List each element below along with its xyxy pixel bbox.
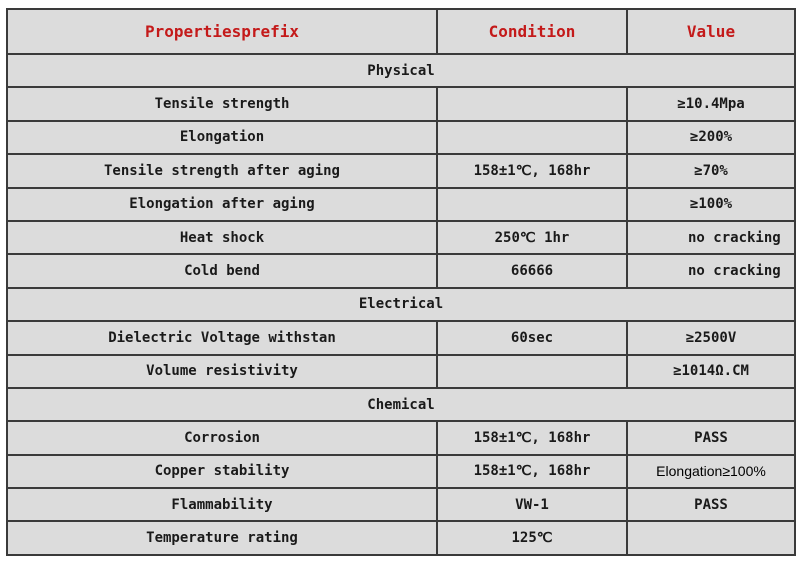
condition-cell: 158±1℃, 168hr (437, 421, 627, 454)
value-cell (627, 521, 795, 555)
header-value: Value (627, 9, 795, 54)
specification-table (6, 8, 796, 556)
property-cell: Corrosion (7, 421, 437, 454)
property-cell: Temperature rating (7, 521, 437, 555)
table-row (7, 221, 795, 254)
value-cell: ≥200% (627, 121, 795, 154)
condition-cell: 158±1℃, 168hr (437, 455, 627, 488)
table-row (7, 188, 795, 221)
value-cell: ≥2500V (627, 321, 795, 354)
condition-cell (437, 355, 627, 388)
table-row (7, 455, 795, 488)
property-cell: Heat shock (7, 221, 437, 254)
table-row (7, 488, 795, 521)
property-cell: Dielectric Voltage withstan (7, 321, 437, 354)
table-row (7, 321, 795, 354)
property-cell: Flammability (7, 488, 437, 521)
condition-cell: 250℃ 1hr (437, 221, 627, 254)
condition-cell (437, 121, 627, 154)
value-cell: Elongation≥100% (627, 455, 795, 488)
table-row (7, 121, 795, 154)
section-title-electrical: Electrical (7, 288, 795, 321)
property-cell: Tensile strength after aging (7, 154, 437, 187)
table-row (7, 521, 795, 555)
header-condition: Condition (437, 9, 627, 54)
value-cell: ≥100% (627, 188, 795, 221)
spec-table-container (6, 8, 794, 556)
header-property: Propertiesprefix (7, 9, 437, 54)
condition-cell: VW-1 (437, 488, 627, 521)
condition-cell: 125℃ (437, 521, 627, 555)
value-cell: PASS (627, 421, 795, 454)
property-cell: Tensile strength (7, 87, 437, 120)
condition-cell: 158±1℃, 168hr (437, 154, 627, 187)
value-cell: ≥1014Ω.CM (627, 355, 795, 388)
value-cell: no cracking (627, 221, 795, 254)
table-row (7, 355, 795, 388)
condition-cell: 60sec (437, 321, 627, 354)
condition-cell (437, 188, 627, 221)
condition-cell (437, 87, 627, 120)
property-cell: Cold bend (7, 254, 437, 287)
property-cell: Volume resistivity (7, 355, 437, 388)
value-cell: ≥70% (627, 154, 795, 187)
section-title-physical: Physical (7, 54, 795, 87)
table-row (7, 154, 795, 187)
section-title-chemical: Chemical (7, 388, 795, 421)
property-cell: Copper stability (7, 455, 437, 488)
table-row (7, 254, 795, 287)
value-cell: PASS (627, 488, 795, 521)
section-row-physical (7, 54, 795, 87)
table-row (7, 87, 795, 120)
property-cell: Elongation (7, 121, 437, 154)
table-row (7, 421, 795, 454)
condition-cell: 66666 (437, 254, 627, 287)
value-cell: ≥10.4Mpa (627, 87, 795, 120)
section-row-chemical (7, 388, 795, 421)
header-row (7, 9, 795, 54)
property-cell: Elongation after aging (7, 188, 437, 221)
section-row-electrical (7, 288, 795, 321)
value-cell: no cracking (627, 254, 795, 287)
